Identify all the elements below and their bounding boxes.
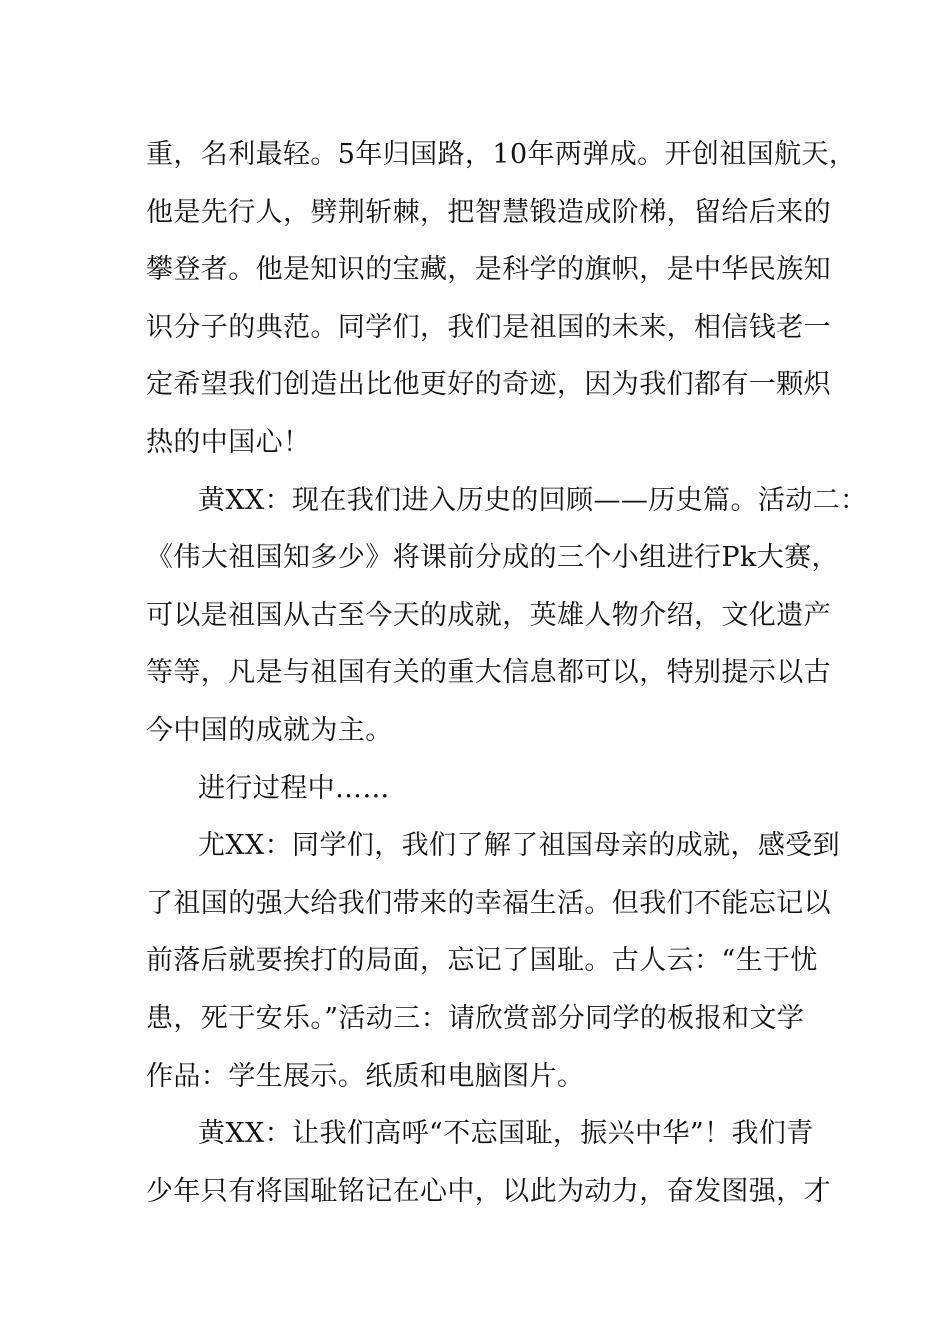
text-line: 他是先行人，劈荆斩棘，把智慧锻造成阶梯，留给后来的	[146, 196, 831, 228]
text-line: 攀登者。他是知识的宝藏，是科学的旗帜，是中华民族知	[146, 254, 831, 286]
text-line: 患，死于安乐。”活动三：请欣赏部分同学的板报和文学	[146, 1002, 805, 1034]
text-line: 黄XX：现在我们进入历史的回顾——历史篇。活动二：	[198, 484, 868, 516]
text-line: 识分子的典范。同学们，我们是祖国的未来，相信钱老一	[146, 311, 831, 343]
text-line: 前落后就要挨打的局面，忘记了国耻。古人云：“生于忧	[146, 945, 818, 977]
text-line: 作品：学生展示。纸质和电脑图片。	[146, 1060, 585, 1092]
text-line: 可以是祖国从古至今天的成就，英雄人物介绍，文化遗产	[146, 599, 831, 631]
text-line: 热的中国心！	[146, 426, 311, 458]
text-line: 重，名利最轻。5年归国路，10年两弹成。开创祖国航天，	[146, 139, 857, 170]
text-line: 定希望我们创造出比他更好的奇迹，因为我们都有一颗炽	[146, 369, 831, 401]
text-line: 了祖国的强大给我们带来的幸福生活。但我们不能忘记以	[146, 887, 831, 919]
text-line: 尤XX：同学们，我们了解了祖国母亲的成就，感受到	[198, 830, 841, 862]
text-line: 进行过程中……	[198, 772, 390, 804]
text-line: 少年只有将国耻铭记在心中，以此为动力，奋发图强，才	[146, 1175, 831, 1207]
text-line: 《伟大祖国知多少》将课前分成的三个小组进行Pk大赛，	[146, 542, 839, 574]
text-line: 等等，凡是与祖国有关的重大信息都可以，特别提示以古	[146, 657, 831, 689]
text-line: 今中国的成就为主。	[146, 714, 393, 746]
body-text	[146, 126, 868, 1220]
text-line: 黄XX：让我们高呼“不忘国耻，振兴中华”！我们青	[198, 1118, 814, 1150]
